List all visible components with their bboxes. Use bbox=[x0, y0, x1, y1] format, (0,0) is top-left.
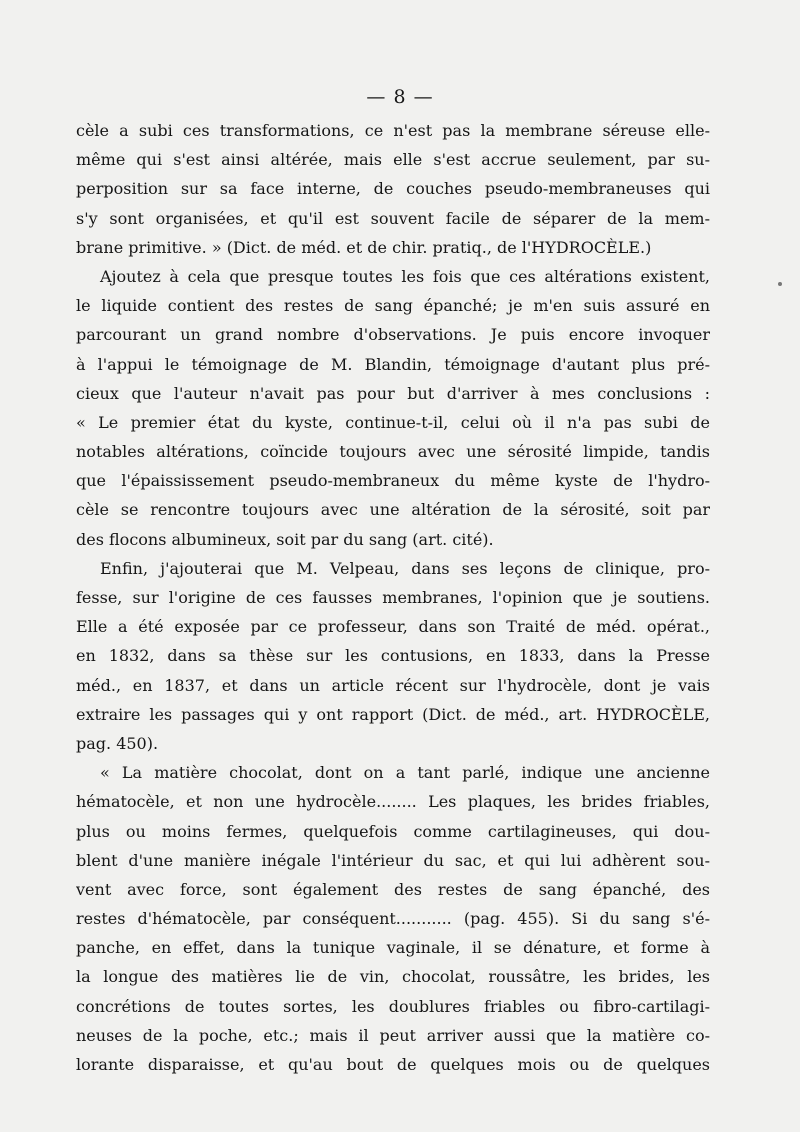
text-line: blent d'une manière inégale l'intérieur du sac, et qui lui adhèrent sou- bbox=[76, 850, 710, 870]
text-line: même qui s'est ainsi altérée, mais elle s'est accrue seulement, par su- bbox=[76, 150, 710, 170]
text-line: cèle se rencontre toujours avec une altération de la sérosité, soit par bbox=[76, 500, 710, 520]
text-line: « La matière chocolat, dont on a tant parlé, indique une ancienne bbox=[100, 763, 710, 783]
text-line: parcourant un grand nombre d'observations. Je puis encore invoquer bbox=[76, 325, 710, 345]
text-line: à l'appui le témoignage de M. Blandin, témoignage d'autant plus pré- bbox=[76, 354, 710, 374]
page-number: — 8 — bbox=[366, 86, 434, 108]
text-line: cieux que l'auteur n'avait pas pour but d'arriver à mes conclusions : bbox=[76, 383, 710, 403]
text-line: en 1832, dans sa thèse sur les contusions, en 1833, dans la Presse bbox=[76, 646, 710, 666]
text-line: hématocèle, et non une hydrocèle........ Les plaques, les brides friables, bbox=[76, 792, 710, 812]
text-line: vent avec force, sont également des restes de sang épanché, des bbox=[76, 879, 710, 899]
text-line: neuses de la poche, etc.; mais il peut arriver aussi que la matière co- bbox=[76, 1025, 710, 1045]
text-line: le liquide contient des restes de sang épanché; je m'en suis assuré en bbox=[76, 296, 710, 316]
text-line: Ajoutez à cela que presque toutes les fois que ces altérations existent, bbox=[100, 266, 710, 286]
text-line: lorante disparaisse, et qu'au bout de quelques mois ou de quelques bbox=[76, 1055, 710, 1074]
text-line: pag. 450). bbox=[76, 733, 159, 753]
text-line: « Le premier état du kyste, continue-t-il, celui où il n'a pas subi de bbox=[76, 412, 710, 432]
text-line: brane primitive. » (Dict. de méd. et de chir. pratiq., de l'HYDROCÈLE.) bbox=[76, 237, 652, 257]
text-line: restes d'hématocèle, par conséquent........... (pag. 455). Si du sang s'é- bbox=[76, 909, 710, 929]
text-line: la longue des matières lie de vin, chocolat, roussâtre, les brides, les bbox=[76, 967, 710, 987]
text-line: concrétions de toutes sortes, les doublures friables ou fibro-cartilagi- bbox=[76, 996, 710, 1016]
text-line: Elle a été exposée par ce professeur, dans son Traité de méd. opérat., bbox=[76, 617, 710, 637]
text-line: panche, en effet, dans la tunique vaginale, il se dénature, et forme à bbox=[76, 938, 710, 958]
body-text bbox=[76, 116, 710, 1079]
text-line: que l'épaississement pseudo-membraneux du même kyste de l'hydro- bbox=[76, 471, 710, 491]
text-line: plus ou moins fermes, quelquefois comme cartilagineuses, qui dou- bbox=[76, 821, 710, 841]
text-line: perposition sur sa face interne, de couches pseudo-membraneuses qui bbox=[76, 179, 710, 199]
text-line: cèle a subi ces transformations, ce n'est pas la membrane séreuse elle- bbox=[76, 121, 710, 140]
text-line: extraire les passages qui y ont rapport (Dict. de méd., art. HYDROCÈLE, bbox=[76, 704, 710, 724]
text-line: notables altérations, coïncide toujours avec une sérosité limpide, tandis bbox=[76, 442, 710, 462]
text-line: s'y sont organisées, et qu'il est souvent facile de séparer de la mem- bbox=[76, 208, 710, 228]
text-line: fesse, sur l'origine de ces fausses membranes, l'opinion que je soutiens. bbox=[76, 588, 710, 607]
text-line: Enfin, j'ajouterai que M. Velpeau, dans ses leçons de clinique, pro- bbox=[100, 558, 710, 578]
text-line: méd., en 1837, et dans un article récent sur l'hydrocèle, dont je vais bbox=[76, 675, 710, 695]
ink-speck bbox=[778, 282, 782, 286]
text-line: des flocons albumineux, soit par du sang (art. cité). bbox=[76, 529, 494, 549]
